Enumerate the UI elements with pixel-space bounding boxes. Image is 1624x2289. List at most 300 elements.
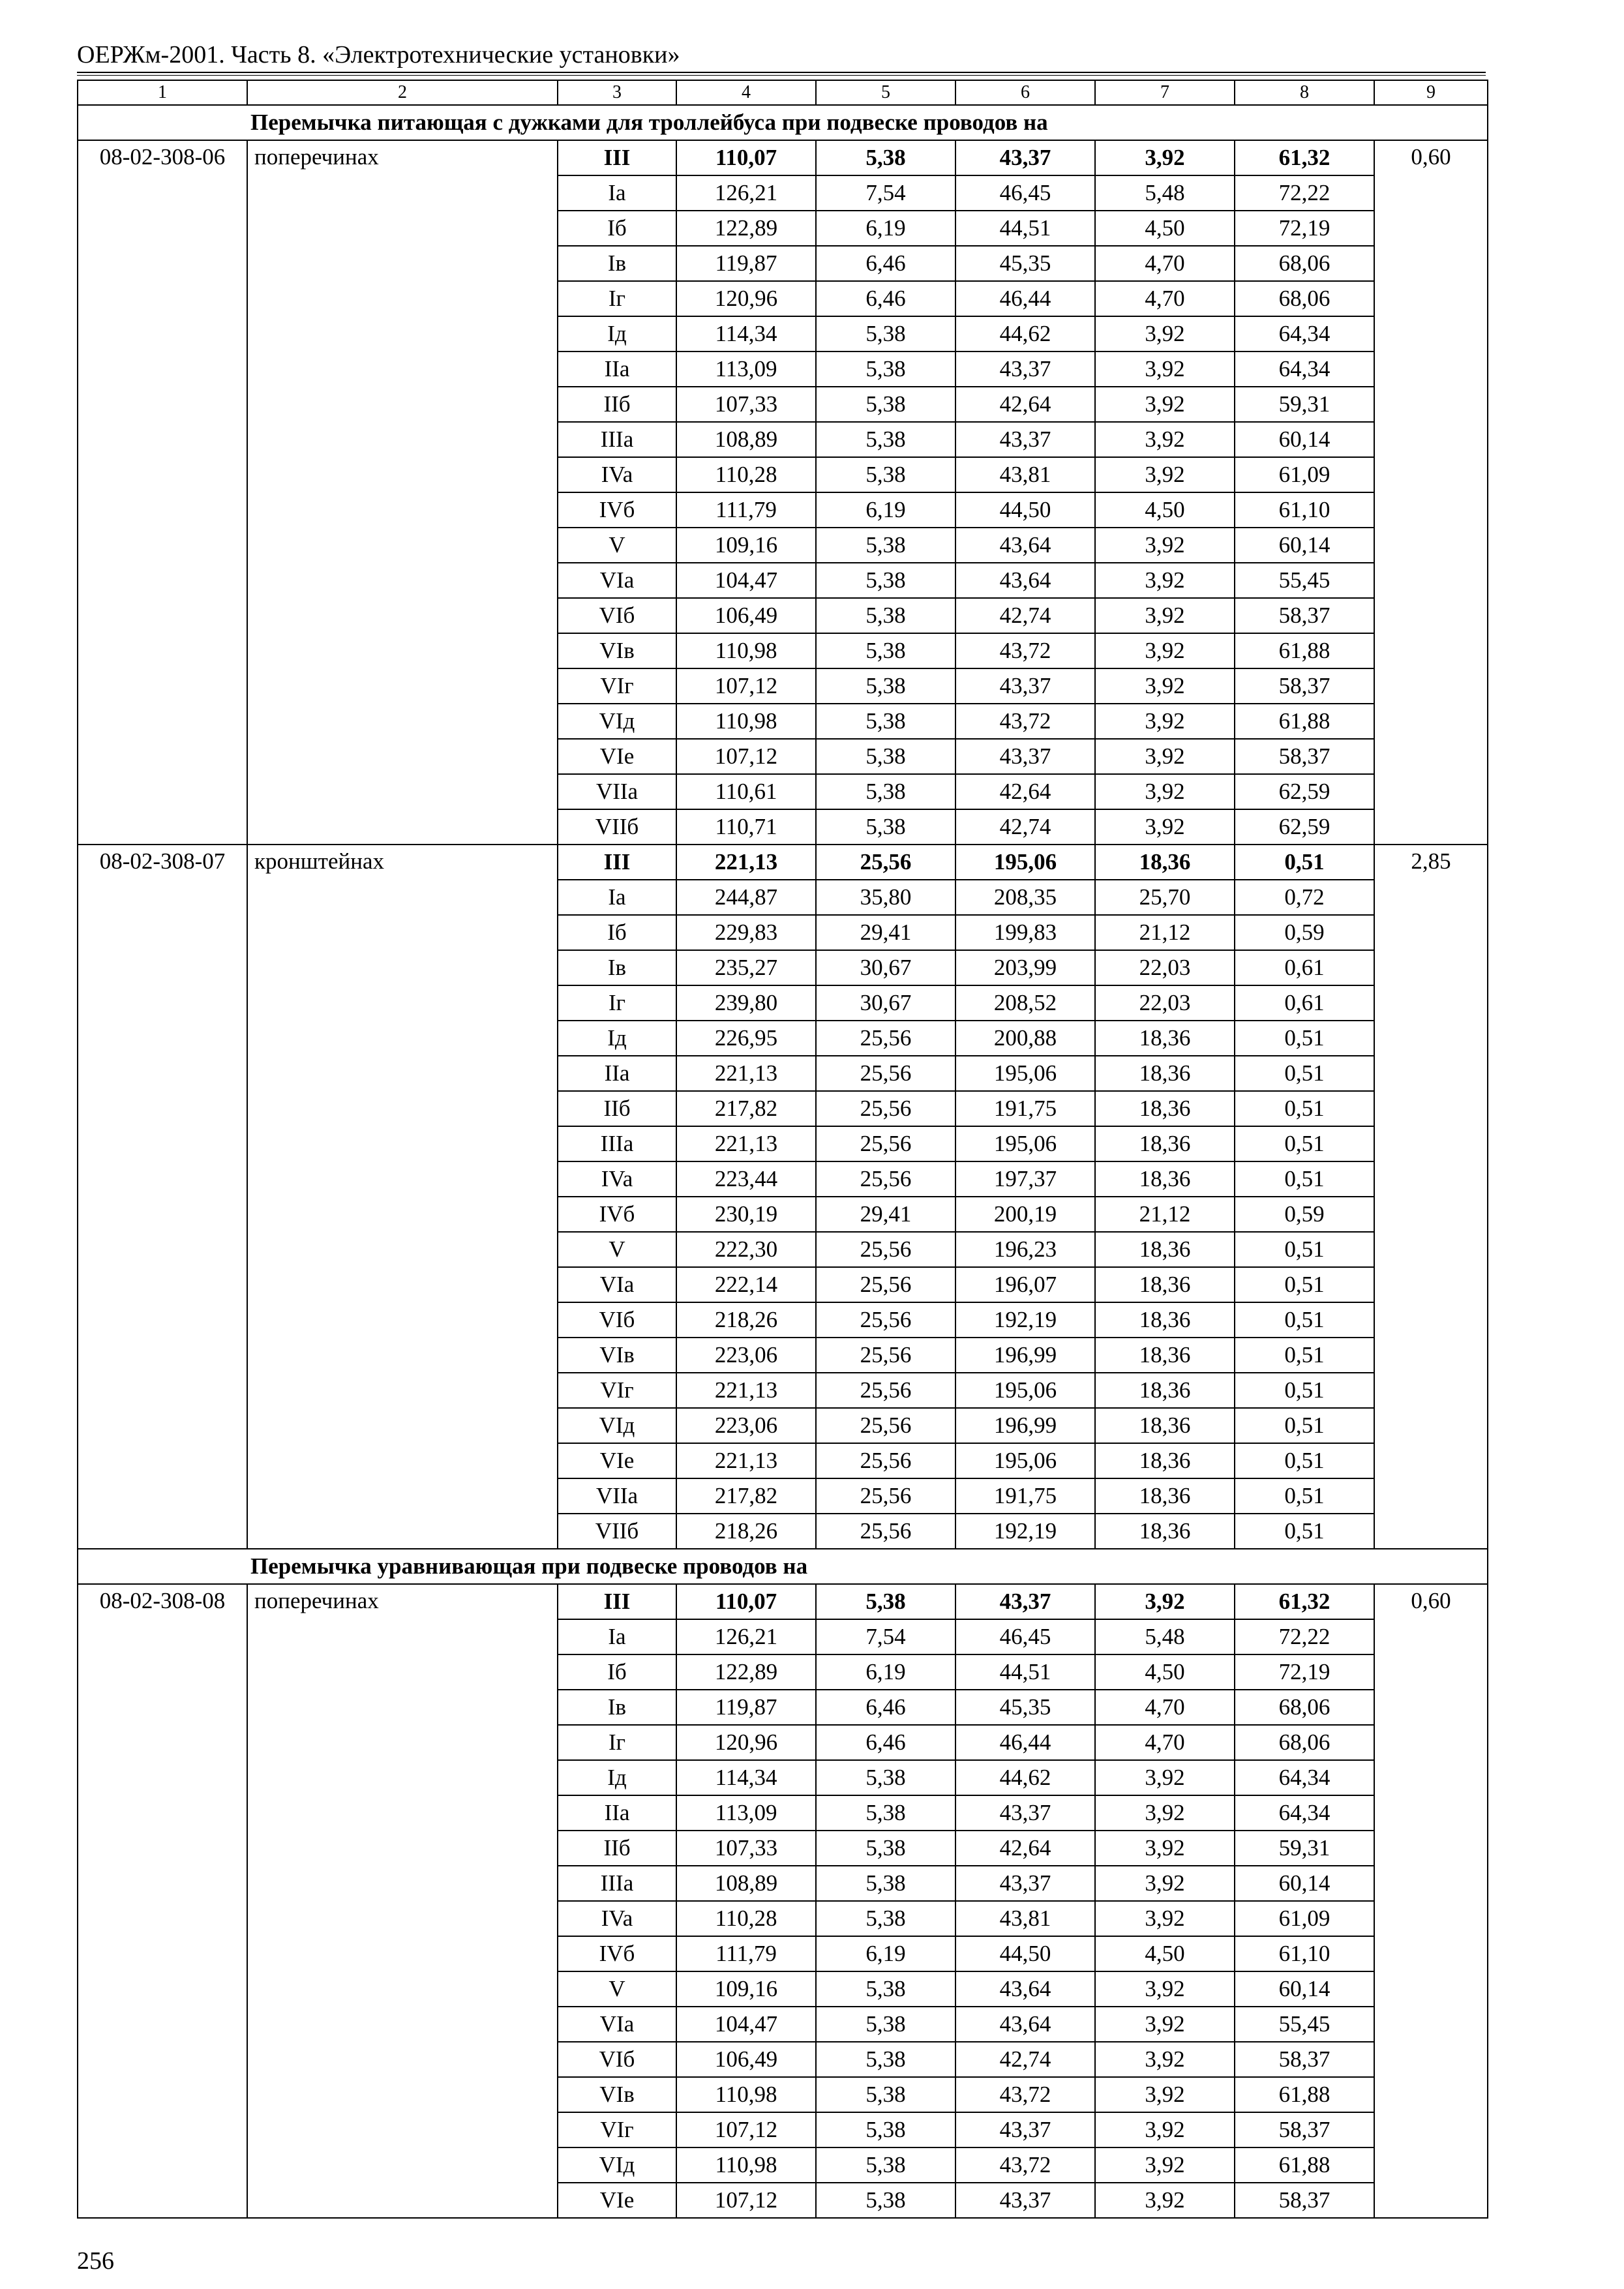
- value-col7: 18,36: [1095, 1126, 1235, 1161]
- value-col6: 43,37: [955, 1795, 1095, 1831]
- zone-label: IVб: [558, 1936, 676, 1971]
- zone-label: Iд: [558, 1021, 676, 1056]
- value-col6: 42,64: [955, 387, 1095, 422]
- value-col6: 42,74: [955, 809, 1095, 845]
- value-col4: 110,98: [676, 2147, 816, 2183]
- value-col7: 3,92: [1095, 2042, 1235, 2077]
- value-col6: 43,37: [955, 352, 1095, 387]
- value-col7: 21,12: [1095, 915, 1235, 950]
- column-number: 7: [1095, 80, 1235, 105]
- value-col4: 110,07: [676, 140, 816, 175]
- zone-label: Iб: [558, 1654, 676, 1690]
- zone-label: IVб: [558, 1197, 676, 1232]
- value-col8: 58,37: [1235, 668, 1374, 704]
- value-col4: 221,13: [676, 1056, 816, 1091]
- value-col4: 244,87: [676, 880, 816, 915]
- rate-code: 08-02-308-07: [78, 845, 247, 1549]
- value-col8: 0,51: [1235, 1338, 1374, 1373]
- value-col8: 61,88: [1235, 633, 1374, 668]
- value-col8: 64,34: [1235, 316, 1374, 352]
- value-col7: 3,92: [1095, 1831, 1235, 1866]
- zone-label: V: [558, 1971, 676, 2007]
- column-number: 2: [247, 80, 558, 105]
- value-col7: 3,92: [1095, 1795, 1235, 1831]
- value-col7: 18,36: [1095, 1021, 1235, 1056]
- zone-label: VIд: [558, 1408, 676, 1443]
- value-col6: 43,37: [955, 2112, 1095, 2147]
- value-col8: 0,51: [1235, 1408, 1374, 1443]
- value-col8: 58,37: [1235, 739, 1374, 774]
- value-col5: 25,56: [816, 1126, 955, 1161]
- column-number: 5: [816, 80, 955, 105]
- value-col4: 108,89: [676, 1866, 816, 1901]
- value-col4: 108,89: [676, 422, 816, 457]
- document-header: ОЕРЖм-2001. Часть 8. «Электротехнические установки»: [77, 41, 680, 68]
- value-col8: 0,51: [1235, 1161, 1374, 1197]
- work-description: поперечинах: [247, 1584, 558, 2218]
- value-col8: 61,09: [1235, 1901, 1374, 1936]
- value-col8: 61,32: [1235, 1584, 1374, 1619]
- value-col4: 120,96: [676, 1725, 816, 1760]
- zone-label: Iб: [558, 211, 676, 246]
- zone-label: V: [558, 1232, 676, 1267]
- value-col4: 218,26: [676, 1514, 816, 1549]
- zone-label: IIa: [558, 352, 676, 387]
- zone-label: Iв: [558, 1690, 676, 1725]
- value-col5: 5,38: [816, 2077, 955, 2112]
- table-row: [78, 845, 1488, 880]
- value-col8: 0,51: [1235, 845, 1374, 880]
- value-col8: 61,10: [1235, 1936, 1374, 1971]
- value-col5: 25,56: [816, 1443, 955, 1478]
- rate-code: 08-02-308-08: [78, 1584, 247, 2218]
- zone-label: Iг: [558, 281, 676, 316]
- value-col7: 3,92: [1095, 668, 1235, 704]
- value-col7: 3,92: [1095, 457, 1235, 492]
- value-col8: 60,14: [1235, 1971, 1374, 2007]
- zone-label: III: [558, 1584, 676, 1619]
- section-title: Перемычка уравнивающая при подвеске проводов на: [78, 1549, 1488, 1584]
- value-col4: 107,12: [676, 668, 816, 704]
- rates-table: [77, 80, 1488, 2219]
- value-col5: 25,56: [816, 1056, 955, 1091]
- zone-label: Iг: [558, 1725, 676, 1760]
- zone-label: IIб: [558, 1091, 676, 1126]
- value-col5: 5,38: [816, 1971, 955, 2007]
- value-col5: 35,80: [816, 880, 955, 915]
- value-col8: 58,37: [1235, 2042, 1374, 2077]
- zone-label: IIIa: [558, 1126, 676, 1161]
- value-col5: 25,56: [816, 1267, 955, 1302]
- value-col7: 22,03: [1095, 985, 1235, 1021]
- zone-label: VIa: [558, 1267, 676, 1302]
- value-col5: 25,56: [816, 845, 955, 880]
- zone-label: Iд: [558, 316, 676, 352]
- value-col8: 0,51: [1235, 1056, 1374, 1091]
- value-col6: 43,37: [955, 2183, 1095, 2218]
- zone-label: IIб: [558, 1831, 676, 1866]
- zone-label: VIIa: [558, 774, 676, 809]
- value-col5: 25,56: [816, 1478, 955, 1514]
- value-col8: 58,37: [1235, 2183, 1374, 2218]
- zone-label: VIг: [558, 668, 676, 704]
- value-col4: 223,06: [676, 1408, 816, 1443]
- value-col8: 62,59: [1235, 809, 1374, 845]
- value-col4: 221,13: [676, 1373, 816, 1408]
- value-col8: 60,14: [1235, 1866, 1374, 1901]
- value-col5: 5,38: [816, 140, 955, 175]
- value-col7: 3,92: [1095, 1584, 1235, 1619]
- value-col6: 44,51: [955, 211, 1095, 246]
- value-col7: 18,36: [1095, 1267, 1235, 1302]
- value-col5: 7,54: [816, 175, 955, 211]
- value-col6: 195,06: [955, 1373, 1095, 1408]
- value-col5: 5,38: [816, 2147, 955, 2183]
- column-number: 8: [1235, 80, 1374, 105]
- value-col6: 43,64: [955, 563, 1095, 598]
- zone-label: Ia: [558, 880, 676, 915]
- value-col6: 45,35: [955, 246, 1095, 281]
- value-col6: 199,83: [955, 915, 1095, 950]
- value-col5: 6,19: [816, 492, 955, 528]
- value-col6: 43,72: [955, 2147, 1095, 2183]
- value-col4: 218,26: [676, 1302, 816, 1338]
- value-col8: 0,61: [1235, 985, 1374, 1021]
- value-col8: 68,06: [1235, 1725, 1374, 1760]
- value-col6: 195,06: [955, 1056, 1095, 1091]
- value-col4: 217,82: [676, 1091, 816, 1126]
- value-col4: 226,95: [676, 1021, 816, 1056]
- value-col7: 18,36: [1095, 1232, 1235, 1267]
- value-col8: 55,45: [1235, 2007, 1374, 2042]
- value-col4: 113,09: [676, 352, 816, 387]
- value-col7: 18,36: [1095, 1373, 1235, 1408]
- value-col4: 110,98: [676, 704, 816, 739]
- value-col7: 4,50: [1095, 492, 1235, 528]
- value-col7: 4,70: [1095, 1725, 1235, 1760]
- value-col4: 114,34: [676, 1760, 816, 1795]
- value-col7: 21,12: [1095, 1197, 1235, 1232]
- column-number: 3: [558, 80, 676, 105]
- work-description: поперечинах: [247, 140, 558, 845]
- column-number: 6: [955, 80, 1095, 105]
- value-col7: 3,92: [1095, 774, 1235, 809]
- value-col7: 3,92: [1095, 1971, 1235, 2007]
- value-col5: 6,46: [816, 281, 955, 316]
- value-col5: 7,54: [816, 1619, 955, 1654]
- value-col6: 42,74: [955, 598, 1095, 633]
- value-col7: 5,48: [1095, 1619, 1235, 1654]
- value-col6: 196,99: [955, 1408, 1095, 1443]
- value-col6: 191,75: [955, 1478, 1095, 1514]
- value-col8: 61,88: [1235, 2077, 1374, 2112]
- value-col4: 235,27: [676, 950, 816, 985]
- column-number: 9: [1374, 80, 1488, 105]
- value-col4: 110,07: [676, 1584, 816, 1619]
- value-col7: 18,36: [1095, 1161, 1235, 1197]
- value-col8: 60,14: [1235, 528, 1374, 563]
- value-col6: 208,52: [955, 985, 1095, 1021]
- value-col5: 5,38: [816, 387, 955, 422]
- value-col4: 229,83: [676, 915, 816, 950]
- zone-label: VIIб: [558, 1514, 676, 1549]
- value-col7: 3,92: [1095, 140, 1235, 175]
- value-col4: 122,89: [676, 1654, 816, 1690]
- zone-label: VIв: [558, 2077, 676, 2112]
- value-col7: 3,92: [1095, 633, 1235, 668]
- value-col4: 221,13: [676, 845, 816, 880]
- value-col7: 18,36: [1095, 1443, 1235, 1478]
- value-col4: 110,61: [676, 774, 816, 809]
- value-col5: 5,38: [816, 352, 955, 387]
- value-col5: 5,38: [816, 1584, 955, 1619]
- value-col4: 126,21: [676, 1619, 816, 1654]
- value-col8: 0,51: [1235, 1514, 1374, 1549]
- value-col4: 230,19: [676, 1197, 816, 1232]
- zone-label: III: [558, 845, 676, 880]
- value-col7: 25,70: [1095, 880, 1235, 915]
- value-col6: 191,75: [955, 1091, 1095, 1126]
- value-col5: 25,56: [816, 1021, 955, 1056]
- value-col6: 43,37: [955, 739, 1095, 774]
- value-col5: 25,56: [816, 1161, 955, 1197]
- value-col4: 126,21: [676, 175, 816, 211]
- section-row: [78, 105, 1488, 140]
- value-col5: 5,38: [816, 739, 955, 774]
- value-col6: 42,64: [955, 774, 1095, 809]
- value-col4: 222,30: [676, 1232, 816, 1267]
- value-col7: 5,48: [1095, 175, 1235, 211]
- zone-label: IIб: [558, 387, 676, 422]
- coefficient: 0,60: [1374, 140, 1488, 845]
- zone-label: IVб: [558, 492, 676, 528]
- column-number-row: [78, 80, 1488, 105]
- value-col7: 3,92: [1095, 2112, 1235, 2147]
- value-col6: 43,81: [955, 457, 1095, 492]
- value-col5: 5,38: [816, 1866, 955, 1901]
- value-col4: 110,28: [676, 457, 816, 492]
- value-col8: 72,19: [1235, 1654, 1374, 1690]
- value-col8: 0,72: [1235, 880, 1374, 915]
- value-col4: 110,98: [676, 2077, 816, 2112]
- value-col6: 196,07: [955, 1267, 1095, 1302]
- value-col5: 6,19: [816, 1654, 955, 1690]
- value-col6: 43,64: [955, 528, 1095, 563]
- zone-label: IVa: [558, 1161, 676, 1197]
- value-col4: 110,98: [676, 633, 816, 668]
- value-col6: 46,45: [955, 175, 1095, 211]
- value-col5: 29,41: [816, 1197, 955, 1232]
- value-col4: 110,28: [676, 1901, 816, 1936]
- value-col8: 61,32: [1235, 140, 1374, 175]
- value-col7: 3,92: [1095, 809, 1235, 845]
- value-col5: 30,67: [816, 985, 955, 1021]
- value-col4: 221,13: [676, 1443, 816, 1478]
- value-col5: 5,38: [816, 1831, 955, 1866]
- value-col4: 104,47: [676, 563, 816, 598]
- value-col8: 68,06: [1235, 281, 1374, 316]
- value-col7: 3,92: [1095, 1866, 1235, 1901]
- value-col4: 113,09: [676, 1795, 816, 1831]
- zone-label: Iд: [558, 1760, 676, 1795]
- zone-label: Iв: [558, 246, 676, 281]
- zone-label: VIб: [558, 598, 676, 633]
- value-col8: 68,06: [1235, 246, 1374, 281]
- header-rule-thin: [77, 75, 1486, 76]
- zone-label: VIa: [558, 2007, 676, 2042]
- column-number: 4: [676, 80, 816, 105]
- value-col7: 3,92: [1095, 1760, 1235, 1795]
- value-col6: 195,06: [955, 1443, 1095, 1478]
- value-col8: 61,88: [1235, 2147, 1374, 2183]
- page-number: 256: [77, 2247, 114, 2275]
- value-col5: 5,38: [816, 2007, 955, 2042]
- value-col5: 5,38: [816, 2112, 955, 2147]
- value-col5: 5,38: [816, 1901, 955, 1936]
- zone-label: VIв: [558, 1338, 676, 1373]
- value-col7: 3,92: [1095, 563, 1235, 598]
- value-col4: 109,16: [676, 528, 816, 563]
- value-col4: 110,71: [676, 809, 816, 845]
- value-col7: 3,92: [1095, 1901, 1235, 1936]
- value-col5: 25,56: [816, 1514, 955, 1549]
- value-col4: 120,96: [676, 281, 816, 316]
- value-col8: 58,37: [1235, 2112, 1374, 2147]
- value-col4: 119,87: [676, 246, 816, 281]
- value-col6: 195,06: [955, 1126, 1095, 1161]
- value-col4: 114,34: [676, 316, 816, 352]
- value-col5: 5,38: [816, 774, 955, 809]
- value-col6: 43,81: [955, 1901, 1095, 1936]
- zone-label: VIб: [558, 1302, 676, 1338]
- zone-label: VIa: [558, 563, 676, 598]
- coefficient: 2,85: [1374, 845, 1488, 1549]
- value-col8: 64,34: [1235, 1795, 1374, 1831]
- value-col5: 25,56: [816, 1373, 955, 1408]
- zone-label: Iг: [558, 985, 676, 1021]
- value-col5: 6,46: [816, 246, 955, 281]
- value-col7: 3,92: [1095, 598, 1235, 633]
- value-col4: 222,14: [676, 1267, 816, 1302]
- zone-label: IVa: [558, 1901, 676, 1936]
- value-col7: 3,92: [1095, 2007, 1235, 2042]
- table-row: [78, 140, 1488, 175]
- value-col5: 5,38: [816, 1760, 955, 1795]
- value-col7: 3,92: [1095, 422, 1235, 457]
- value-col8: 0,51: [1235, 1267, 1374, 1302]
- value-col4: 107,33: [676, 387, 816, 422]
- value-col8: 59,31: [1235, 1831, 1374, 1866]
- value-col8: 59,31: [1235, 387, 1374, 422]
- value-col5: 29,41: [816, 915, 955, 950]
- value-col5: 25,56: [816, 1302, 955, 1338]
- coefficient: 0,60: [1374, 1584, 1488, 2218]
- value-col8: 0,59: [1235, 915, 1374, 950]
- zone-label: V: [558, 528, 676, 563]
- value-col4: 109,16: [676, 1971, 816, 2007]
- zone-label: IIa: [558, 1056, 676, 1091]
- value-col8: 0,51: [1235, 1091, 1374, 1126]
- value-col6: 44,51: [955, 1654, 1095, 1690]
- value-col5: 25,56: [816, 1091, 955, 1126]
- value-col6: 42,74: [955, 2042, 1095, 2077]
- section-title: Перемычка питающая с дужками для троллейбуса при подвеске проводов на: [78, 105, 1488, 140]
- value-col8: 55,45: [1235, 563, 1374, 598]
- value-col8: 72,22: [1235, 1619, 1374, 1654]
- value-col5: 5,38: [816, 2042, 955, 2077]
- value-col4: 122,89: [676, 211, 816, 246]
- value-col7: 18,36: [1095, 1478, 1235, 1514]
- value-col8: 60,14: [1235, 422, 1374, 457]
- value-col6: 192,19: [955, 1302, 1095, 1338]
- value-col8: 58,37: [1235, 598, 1374, 633]
- value-col8: 0,61: [1235, 950, 1374, 985]
- value-col6: 46,44: [955, 281, 1095, 316]
- zone-label: III: [558, 140, 676, 175]
- value-col4: 106,49: [676, 598, 816, 633]
- value-col4: 111,79: [676, 1936, 816, 1971]
- value-col7: 3,92: [1095, 352, 1235, 387]
- value-col4: 223,06: [676, 1338, 816, 1373]
- value-col7: 18,36: [1095, 1056, 1235, 1091]
- value-col8: 61,88: [1235, 704, 1374, 739]
- value-col7: 3,92: [1095, 528, 1235, 563]
- value-col5: 6,19: [816, 1936, 955, 1971]
- value-col6: 46,44: [955, 1725, 1095, 1760]
- value-col5: 6,46: [816, 1725, 955, 1760]
- value-col7: 3,92: [1095, 387, 1235, 422]
- value-col6: 196,99: [955, 1338, 1095, 1373]
- value-col7: 4,50: [1095, 1654, 1235, 1690]
- value-col6: 43,64: [955, 1971, 1095, 2007]
- zone-label: IVa: [558, 457, 676, 492]
- work-description: кронштейнах: [247, 845, 558, 1549]
- value-col7: 3,92: [1095, 2147, 1235, 2183]
- zone-label: VIIa: [558, 1478, 676, 1514]
- value-col8: 0,51: [1235, 1443, 1374, 1478]
- value-col6: 195,06: [955, 845, 1095, 880]
- value-col5: 25,56: [816, 1338, 955, 1373]
- value-col6: 44,62: [955, 316, 1095, 352]
- column-number: 1: [78, 80, 247, 105]
- value-col5: 5,38: [816, 704, 955, 739]
- value-col8: 72,22: [1235, 175, 1374, 211]
- value-col6: 200,88: [955, 1021, 1095, 1056]
- value-col7: 18,36: [1095, 845, 1235, 880]
- table-row: [78, 1584, 1488, 1619]
- zone-label: Iб: [558, 915, 676, 950]
- value-col8: 0,51: [1235, 1302, 1374, 1338]
- value-col6: 43,37: [955, 422, 1095, 457]
- value-col6: 45,35: [955, 1690, 1095, 1725]
- zone-label: VIг: [558, 2112, 676, 2147]
- zone-label: Ia: [558, 1619, 676, 1654]
- value-col6: 44,50: [955, 492, 1095, 528]
- value-col6: 197,37: [955, 1161, 1095, 1197]
- value-col7: 4,70: [1095, 1690, 1235, 1725]
- value-col4: 107,12: [676, 2183, 816, 2218]
- value-col4: 217,82: [676, 1478, 816, 1514]
- value-col4: 107,12: [676, 739, 816, 774]
- zone-label: IIIa: [558, 422, 676, 457]
- value-col6: 196,23: [955, 1232, 1095, 1267]
- value-col7: 18,36: [1095, 1302, 1235, 1338]
- value-col6: 44,62: [955, 1760, 1095, 1795]
- value-col8: 61,09: [1235, 457, 1374, 492]
- value-col5: 5,38: [816, 598, 955, 633]
- zone-label: VIд: [558, 2147, 676, 2183]
- value-col7: 3,92: [1095, 316, 1235, 352]
